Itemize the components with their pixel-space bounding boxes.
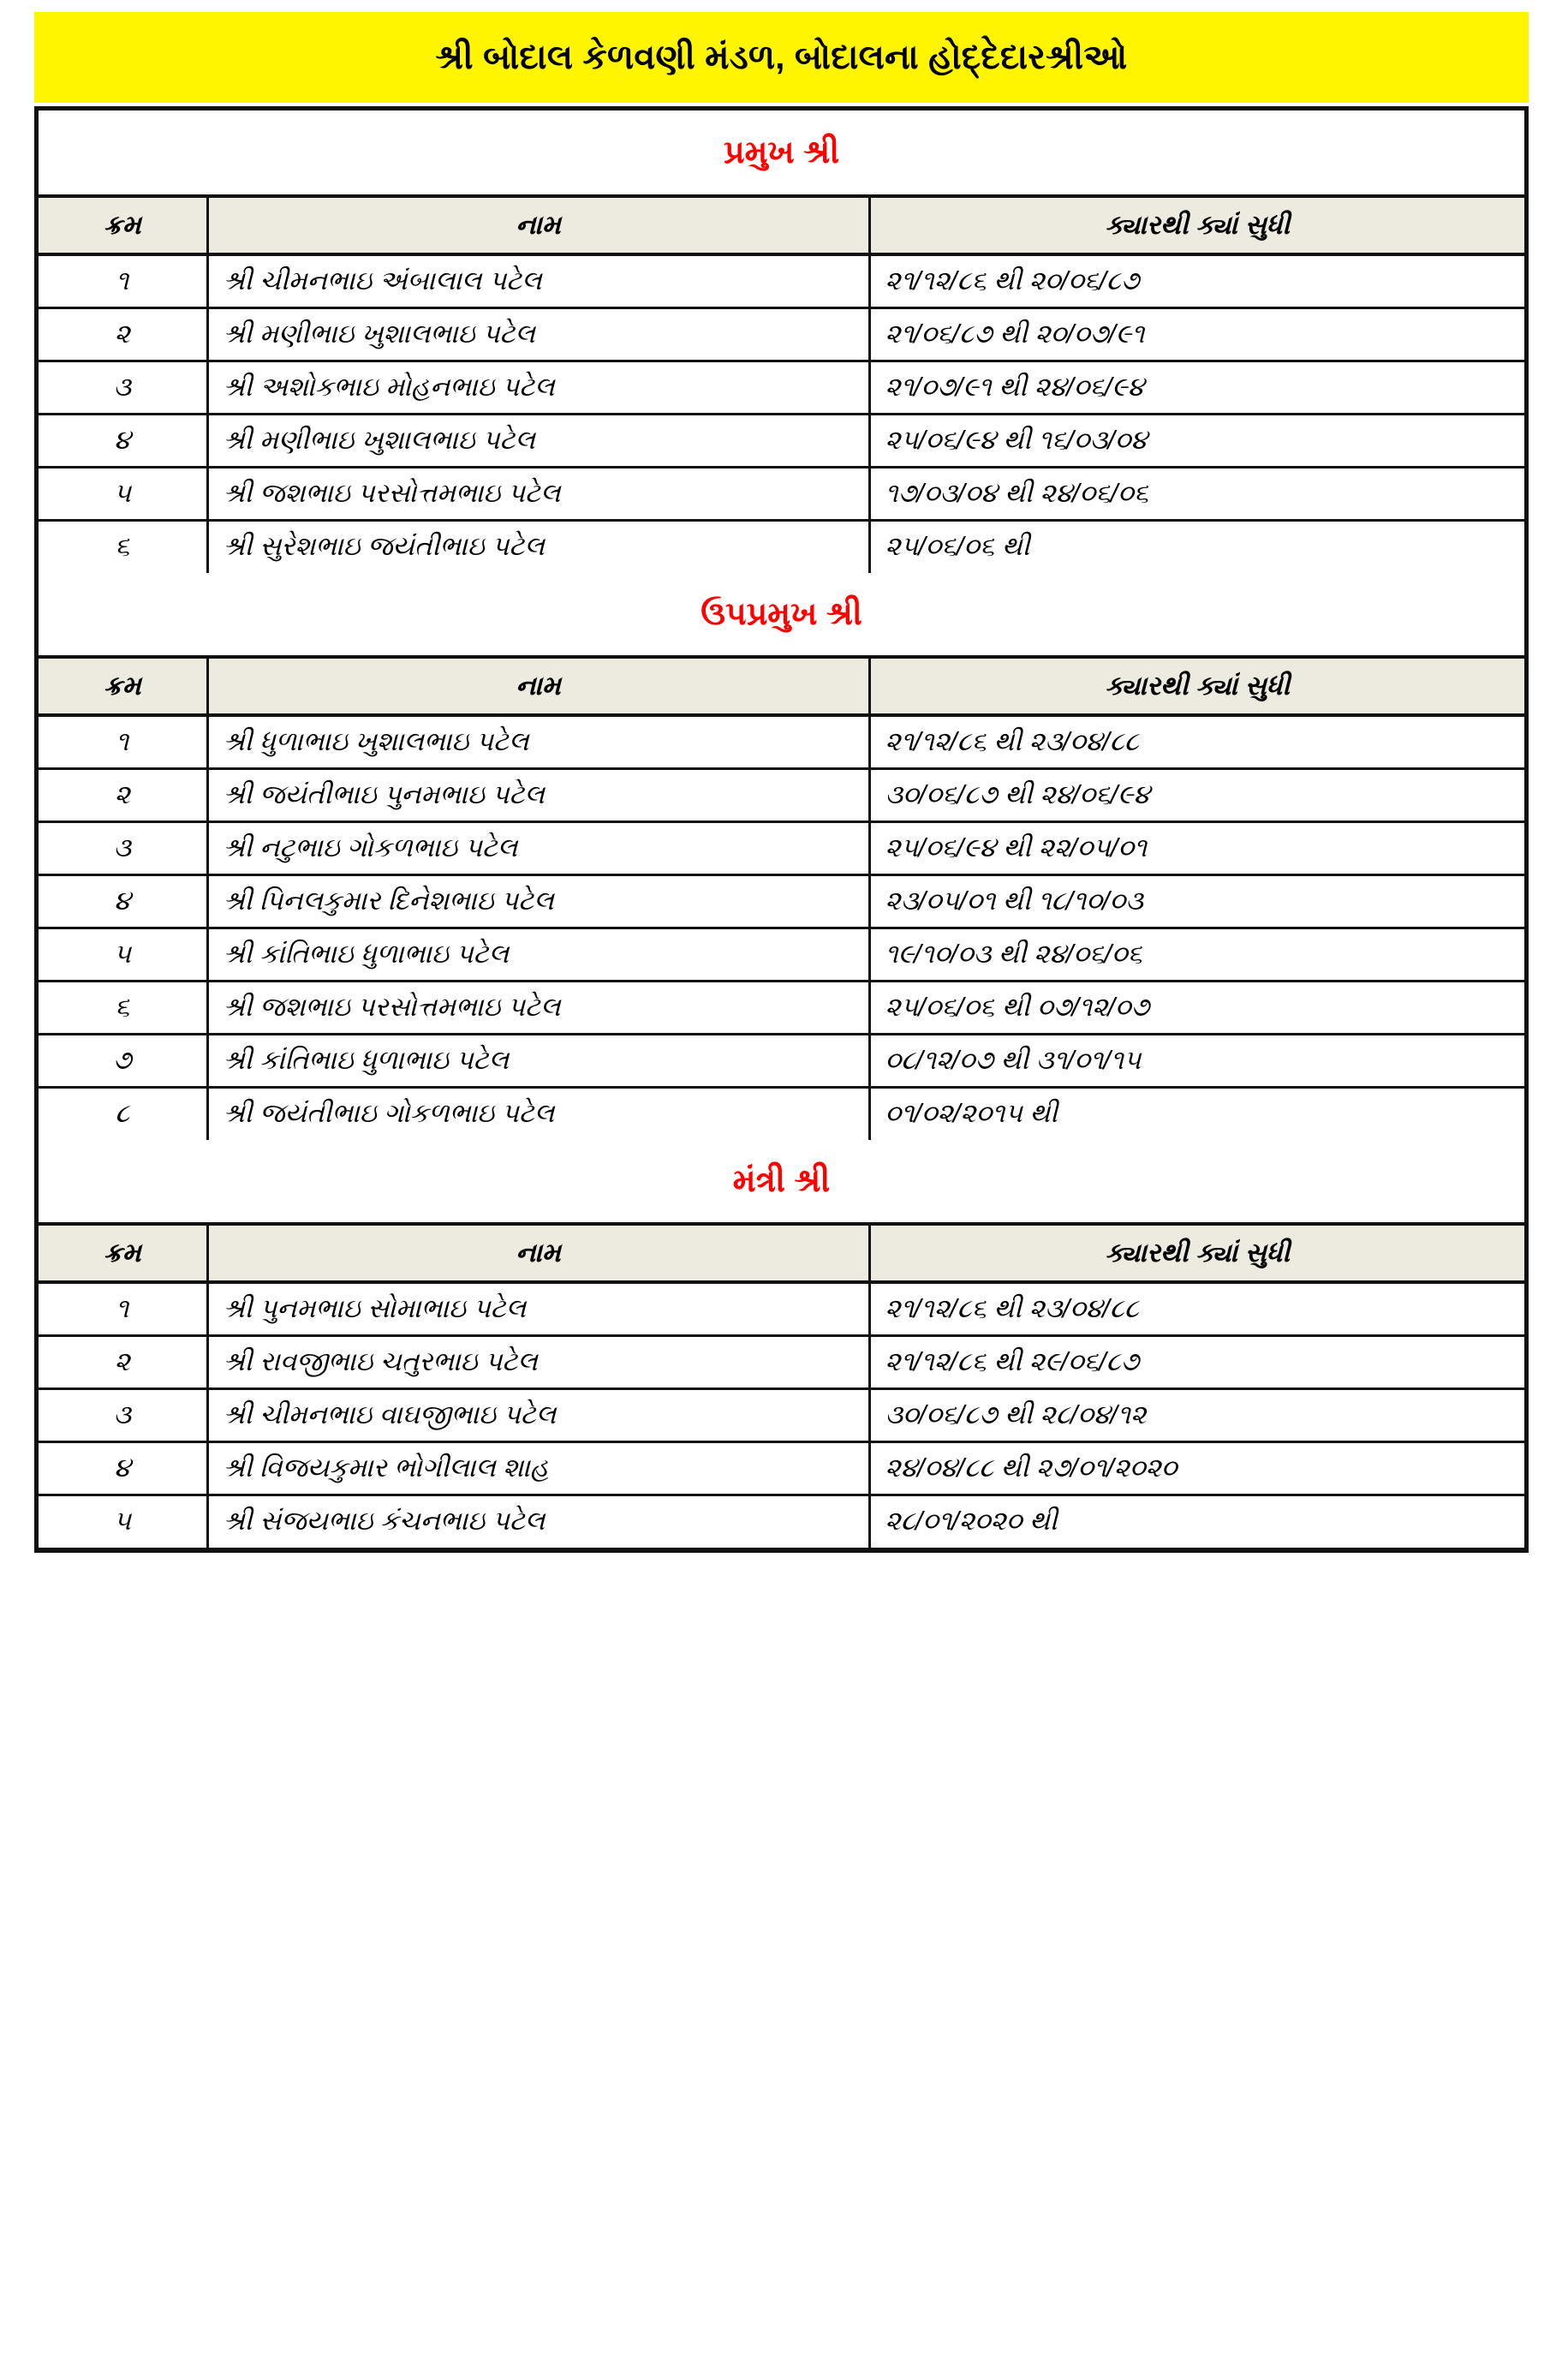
column-header-krm: ક્રમ — [39, 657, 207, 715]
cell-name: શ્રી ચીમનભાઇ વાઘજીભાઇ પટેલ — [207, 1388, 869, 1441]
cell-dates: ૦૧/૦૨/૨૦૧૫ થી — [869, 1087, 1524, 1140]
cell-dates: ૩૦/૦૬/૮૭ થી ૨૮/૦૪/૧૨ — [869, 1388, 1524, 1441]
table-row — [39, 1441, 1524, 1495]
cell-name: શ્રી જશભાઇ પરસોત્તમભાઇ પટેલ — [207, 981, 869, 1034]
cell-krm: ૮ — [39, 1087, 207, 1140]
cell-dates: ૨૮/૦૧/૨૦૨૦ થી — [869, 1495, 1524, 1548]
cell-krm: ૩ — [39, 361, 207, 414]
cell-krm: ૫ — [39, 928, 207, 981]
cell-krm: ૩ — [39, 1388, 207, 1441]
cell-name: શ્રી ધુળાભાઇ ખુશાલભાઇ પટેલ — [207, 715, 869, 768]
cell-name: શ્રી મણીભાઇ ખુશાલભાઇ પટેલ — [207, 307, 869, 361]
table-row — [39, 361, 1524, 414]
table-header-row — [39, 657, 1524, 715]
cell-name: શ્રી અશોકભાઇ મોહનભાઇ પટેલ — [207, 361, 869, 414]
cell-name: શ્રી વિજયકુમાર ભોગીલાલ શાહ — [207, 1441, 869, 1495]
section-title-band — [39, 573, 1524, 655]
cell-name: શ્રી મણીભાઇ ખુશાલભાઇ પટેલ — [207, 414, 869, 467]
sections-container — [39, 110, 1524, 1548]
table-row — [39, 928, 1524, 981]
cell-krm: ૨ — [39, 768, 207, 821]
cell-dates: ૧૯/૧૦/૦૩ થી ૨૪/૦૬/૦૬ — [869, 928, 1524, 981]
cell-krm: ૬ — [39, 520, 207, 573]
table-row — [39, 414, 1524, 467]
table-row — [39, 715, 1524, 768]
cell-name: શ્રી નટુભાઇ ગોકળભાઇ પટેલ — [207, 821, 869, 874]
cell-dates: ૨૫/૦૬/૦૬ થી — [869, 520, 1524, 573]
cell-name: શ્રી સંજયભાઇ કંચનભાઇ પટેલ — [207, 1495, 869, 1548]
section-title-band — [39, 110, 1524, 194]
table-row — [39, 1388, 1524, 1441]
cell-dates: ૨૫/૦૬/૯૪ થી ૨૨/૦૫/૦૧ — [869, 821, 1524, 874]
table-header-row — [39, 196, 1524, 254]
officers-table — [39, 194, 1524, 573]
section-title: મંત્રી શ્રી — [732, 1163, 831, 1199]
table-row — [39, 821, 1524, 874]
column-header-dates: ક્યારથી ક્યાં સુધી — [869, 196, 1524, 254]
table-header-row — [39, 1224, 1524, 1282]
cell-krm: ૨ — [39, 1335, 207, 1388]
column-header-krm: ક્રમ — [39, 1224, 207, 1282]
cell-name: શ્રી જયંતીભાઇ ગોકળભાઇ પટેલ — [207, 1087, 869, 1140]
cell-dates: ૦૮/૧૨/૦૭ થી ૩૧/૦૧/૧૫ — [869, 1034, 1524, 1087]
cell-dates: ૨૩/૦૫/૦૧ થી ૧૮/૧૦/૦૩ — [869, 874, 1524, 928]
column-header-dates: ક્યારથી ક્યાં સુધી — [869, 1224, 1524, 1282]
table-row — [39, 1087, 1524, 1140]
cell-krm: ૫ — [39, 467, 207, 520]
cell-dates: ૨૪/૦૪/૮૮ થી ૨૭/૦૧/૨૦૨૦ — [869, 1441, 1524, 1495]
table-row — [39, 1034, 1524, 1087]
cell-dates: ૨૧/૦૭/૯૧ થી ૨૪/૦૬/૯૪ — [869, 361, 1524, 414]
cell-krm: ૬ — [39, 981, 207, 1034]
table-row — [39, 307, 1524, 361]
cell-dates: ૨૫/૦૬/૦૬ થી ૦૭/૧૨/૦૭ — [869, 981, 1524, 1034]
table-row — [39, 1335, 1524, 1388]
cell-name: શ્રી જયંતીભાઇ પુનમભાઇ પટેલ — [207, 768, 869, 821]
table-row — [39, 768, 1524, 821]
document-banner — [34, 12, 1529, 103]
column-header-krm: ક્રમ — [39, 196, 207, 254]
cell-dates: ૨૧/૧૨/૮૬ થી ૨૯/૦૬/૮૭ — [869, 1335, 1524, 1388]
cell-krm: ૭ — [39, 1034, 207, 1087]
cell-krm: ૧ — [39, 1282, 207, 1335]
cell-name: શ્રી સુરેશભાઇ જયંતીભાઇ પટેલ — [207, 520, 869, 573]
cell-krm: ૧ — [39, 715, 207, 768]
officers-table — [39, 655, 1524, 1140]
cell-krm: ૪ — [39, 874, 207, 928]
cell-krm: ૫ — [39, 1495, 207, 1548]
cell-dates: ૨૧/૧૨/૮૬ થી ૨૦/૦૬/૮૭ — [869, 254, 1524, 307]
cell-dates: ૩૦/૦૬/૮૭ થી ૨૪/૦૬/૯૪ — [869, 768, 1524, 821]
table-row — [39, 254, 1524, 307]
cell-name: શ્રી ચીમનભાઇ અંબાલાલ પટેલ — [207, 254, 869, 307]
table-row — [39, 874, 1524, 928]
column-header-name: નામ — [207, 657, 869, 715]
column-header-name: નામ — [207, 1224, 869, 1282]
cell-dates: ૨૧/૧૨/૮૬ થી ૨૩/૦૪/૮૮ — [869, 715, 1524, 768]
cell-krm: ૪ — [39, 1441, 207, 1495]
cell-krm: ૪ — [39, 414, 207, 467]
cell-name: શ્રી પુનમભાઇ સોમાભાઇ પટેલ — [207, 1282, 869, 1335]
document-title: શ્રી બોદાલ કેળવણી મંડળ, બોદાલના હોદ્દેદારશ્રીઓ — [435, 39, 1128, 76]
table-row — [39, 467, 1524, 520]
column-header-name: નામ — [207, 196, 869, 254]
cell-dates: ૨૫/૦૬/૯૪ થી ૧૬/૦૩/૦૪ — [869, 414, 1524, 467]
cell-krm: ૨ — [39, 307, 207, 361]
cell-name: શ્રી કાંતિભાઇ ધુળાભાઇ પટેલ — [207, 1034, 869, 1087]
cell-dates: ૨૧/૦૬/૮૭ થી ૨૦/૦૭/૯૧ — [869, 307, 1524, 361]
cell-dates: ૧૭/૦૩/૦૪ થી ૨૪/૦૬/૦૬ — [869, 467, 1524, 520]
cell-name: શ્રી રાવજીભાઇ ચતુરભાઇ પટેલ — [207, 1335, 869, 1388]
cell-krm: ૩ — [39, 821, 207, 874]
section-title-band — [39, 1140, 1524, 1222]
cell-krm: ૧ — [39, 254, 207, 307]
officers-table — [39, 1222, 1524, 1548]
officers-frame — [34, 106, 1529, 1553]
cell-dates: ૨૧/૧૨/૮૬ થી ૨૩/૦૪/૮૮ — [869, 1282, 1524, 1335]
cell-name: શ્રી પિનલકુમાર દિનેશભાઇ પટેલ — [207, 874, 869, 928]
table-row — [39, 981, 1524, 1034]
table-row — [39, 1495, 1524, 1548]
column-header-dates: ક્યારથી ક્યાં સુધી — [869, 657, 1524, 715]
section-title: પ્રમુખ શ્રી — [723, 134, 840, 170]
cell-name: શ્રી જશભાઇ પરસોત્તમભાઇ પટેલ — [207, 467, 869, 520]
table-row — [39, 520, 1524, 573]
section-title: ઉપપ્રમુખ શ્રી — [701, 596, 862, 632]
cell-name: શ્રી કાંતિભાઇ ધુળાભાઇ પટેલ — [207, 928, 869, 981]
table-row — [39, 1282, 1524, 1335]
